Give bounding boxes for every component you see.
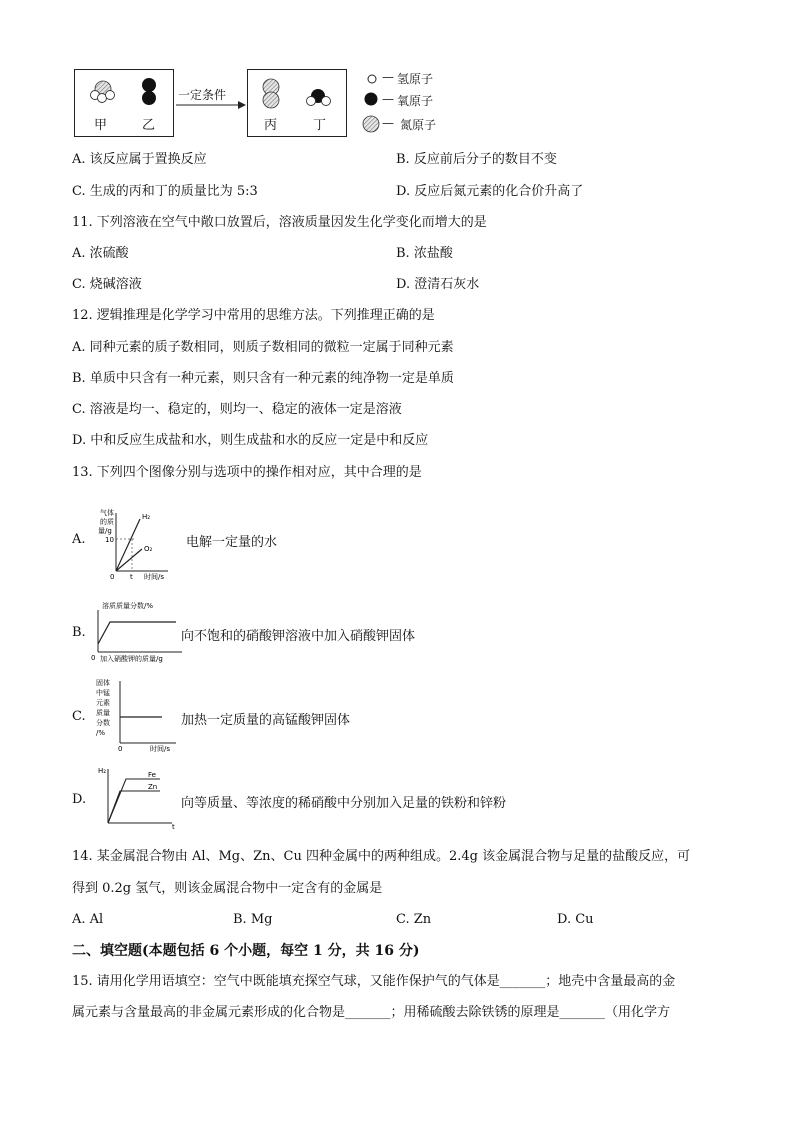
q13-c-ylabel-3: 元素	[96, 699, 110, 707]
q14-option-a: A. Al	[72, 912, 104, 927]
q12-option-b: B. 单质中只含有一种元素，则只含有一种元素的纯净物一定是单质	[72, 371, 454, 386]
product-label-b: 丁	[313, 118, 327, 133]
q10-option-c: C. 生成的丙和丁的质量比为 5:3	[72, 184, 258, 199]
nitrogen-molecule	[263, 79, 279, 108]
arrow-label: 一定条件	[178, 88, 227, 102]
q10-option-b: B. 反应前后分子的数目不变	[396, 152, 557, 167]
ammonia-molecule	[91, 81, 115, 103]
q14-stem-line1: 14. 某金属混合物由 Al、Mg、Zn、Cu 四种金属中的两种组成。2.4g 该金属混合物与足量的盐酸反应，可	[72, 849, 691, 864]
q10-option-a: A. 该反应属于置换反应	[72, 152, 207, 167]
oxygen-molecule	[142, 78, 156, 105]
q11-option-c: C. 烧碱溶液	[72, 277, 142, 292]
q13-c-desc: 加热一定质量的高锰酸钾固体	[181, 713, 351, 728]
q10-option-d: D. 反应后氮元素的化合价升高了	[396, 184, 584, 199]
oxygen-atom-icon	[363, 91, 379, 107]
q12-option-c: C. 溶液是均一、稳定的，则均一、稳定的液体一定是溶液	[72, 402, 402, 417]
q13-b-ylabel: 溶质质量分数/%	[102, 602, 154, 610]
q13-a-graph	[88, 505, 188, 585]
q13-c-ylabel-4: 质量	[96, 709, 110, 717]
hydrogen-atom-icon	[365, 72, 379, 86]
q13-d-desc: 向等质量、等浓度的稀硝酸中分别加入足量的铁粉和锌粉	[181, 796, 507, 811]
q14-option-c: C. Zn	[396, 912, 432, 927]
q13-d-xlabel: t	[172, 823, 175, 831]
q13-b-xlabel: 加入硝酸钾的质量/g	[100, 655, 163, 663]
q11-stem: 11. 下列溶液在空气中敞口放置后，溶液质量因发生化学变化而增大的是	[72, 215, 487, 230]
q13-a-letter: A.	[72, 532, 86, 547]
q13-c-ylabel-5: 分数	[96, 719, 110, 727]
reactant-box	[74, 69, 174, 137]
nitrogen-atom-icon	[361, 114, 381, 134]
q12-stem: 12. 逻辑推理是化学学习中常用的思维方法。下列推理正确的是	[72, 308, 435, 323]
q13-a-tick-10: 10	[105, 536, 114, 544]
q13-a-xlabel: 时间/s	[144, 573, 165, 581]
q13-c-graph	[92, 675, 182, 753]
legend-hydrogen: 氢原子	[397, 72, 434, 86]
q13-d-ylabel: H₂	[98, 767, 107, 775]
q13-c-ylabel-6: /%	[96, 729, 106, 737]
q11-option-d: D. 澄清石灰水	[396, 277, 480, 292]
q11-option-a: A. 浓硫酸	[72, 246, 129, 261]
product-label-a: 丙	[264, 118, 278, 133]
legend-dash-3: —	[382, 116, 394, 130]
q13-a-desc: 电解一定量的水	[186, 535, 278, 550]
q13-stem: 13. 下列四个图像分别与选项中的操作相对应，其中合理的是	[72, 465, 422, 480]
q13-a-origin: 0	[110, 573, 115, 581]
legend-dash-1: —	[382, 70, 394, 84]
reactant-molecules	[75, 70, 173, 136]
q13-a-ylabel-3: 量/g	[98, 527, 112, 535]
q13-b-desc: 向不饱和的硝酸钾溶液中加入硝酸钾固体	[181, 629, 416, 644]
q15-line1: 15. 请用化学用语填空：空气中既能填充探空气球，又能作保护气的气体是_______；地壳中含量最高的金	[72, 974, 676, 989]
q12-option-d: D. 中和反应生成盐和水，则生成盐和水的反应一定是中和反应	[72, 433, 429, 448]
product-box	[247, 69, 347, 137]
q13-d-graph	[92, 763, 182, 833]
q12-option-a: A. 同种元素的质子数相同，则质子数相同的微粒一定属于同种元素	[72, 340, 454, 355]
q15-line2: 属元素与含量最高的非金属元素形成的化合物是_______；用稀硫酸去除铁锈的原理是_______（用化学方	[72, 1005, 671, 1020]
q11-option-b: B. 浓盐酸	[396, 246, 453, 261]
legend-dash-2: —	[382, 92, 394, 106]
q13-c-ylabel-2: 中锰	[96, 689, 110, 697]
q13-d-series-zn: Zn	[148, 783, 158, 791]
q13-a-series-o2: O₂	[144, 545, 153, 553]
q13-b-origin: 0	[91, 654, 96, 662]
q13-a-tick-t: t	[130, 573, 133, 581]
q13-d-letter: D.	[72, 792, 87, 807]
q13-c-xlabel: 时间/s	[150, 745, 171, 753]
q13-a-ylabel-2: 的质	[100, 518, 114, 526]
q14-stem-line2: 得到 0.2g 氢气，则该金属混合物中一定含有的金属是	[72, 881, 383, 896]
section-2-title: 二、填空题(本题包括 6 个小题，每空 1 分，共 16 分)	[72, 943, 420, 959]
q13-a-ylabel-1: 气体	[100, 509, 114, 517]
q13-d-series-fe: Fe	[148, 771, 156, 779]
q13-c-origin: 0	[118, 745, 123, 753]
reaction-arrow	[174, 100, 246, 110]
water-molecule	[307, 89, 331, 106]
q13-c-letter: C.	[72, 709, 86, 724]
reactant-label-a: 甲	[94, 118, 108, 133]
product-molecules	[248, 70, 346, 136]
q13-c-ylabel-1: 固体	[96, 679, 110, 687]
q13-b-graph	[90, 600, 186, 670]
q13-b-letter: B.	[72, 625, 86, 640]
reactant-label-b: 乙	[142, 118, 156, 133]
legend-nitrogen: 氮原子	[400, 118, 437, 132]
q14-option-b: B. Mg	[233, 912, 273, 927]
q14-option-d: D. Cu	[557, 912, 594, 927]
q13-a-series-h2: H₂	[142, 513, 151, 521]
legend-oxygen: 氧原子	[397, 94, 434, 108]
